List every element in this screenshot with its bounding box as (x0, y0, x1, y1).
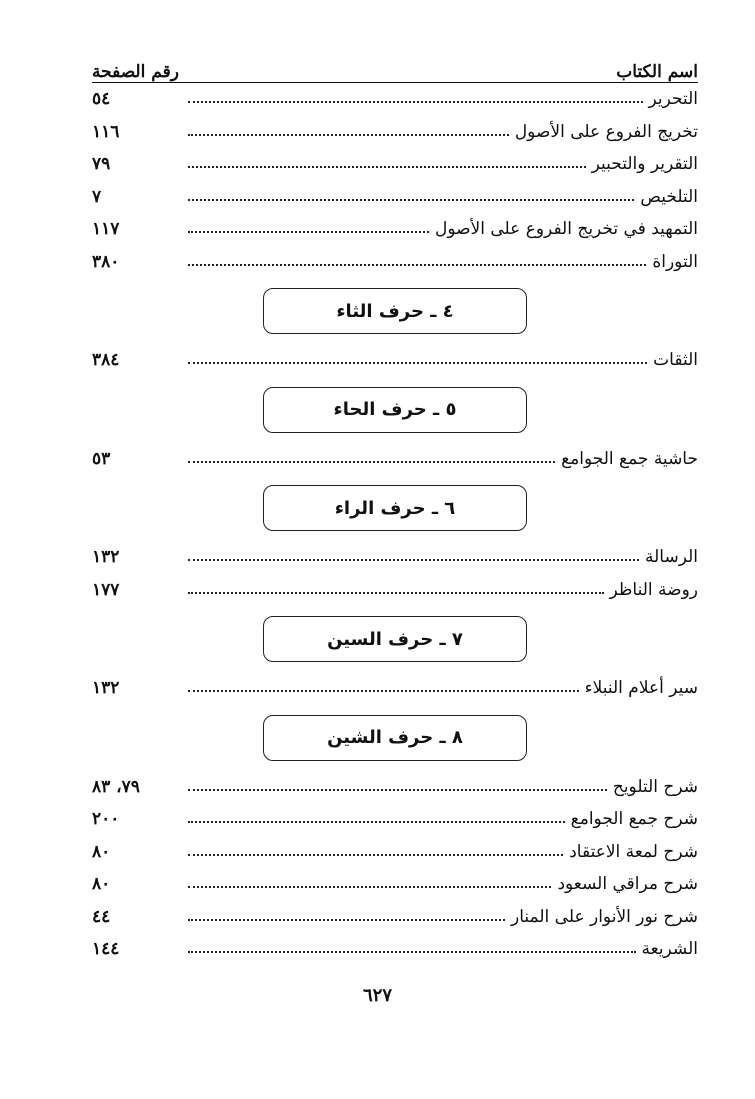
dot-leader (188, 134, 509, 136)
entry-page-number: ٨٠ (92, 874, 111, 895)
index-entry (92, 443, 698, 476)
entry-title: التحرير (648, 89, 698, 110)
dot-leader (188, 919, 505, 921)
page-footer-number: ٦٢٧ (362, 985, 392, 1006)
entry-title: الرسالة (644, 547, 698, 568)
index-entry (92, 541, 698, 574)
entry-title: تخريج الفروع على الأصول (514, 121, 698, 142)
index-entry (92, 344, 698, 377)
dot-leader (188, 951, 636, 953)
index-entry (92, 836, 698, 869)
section-heading: ٥ ـ حرف الحاء (263, 387, 527, 433)
entry-page-number: ١٤٤ (92, 939, 120, 960)
entry-title: شرح لمعة الاعتقاد (569, 841, 698, 862)
dot-leader (188, 559, 639, 561)
dot-leader (188, 231, 429, 233)
index-entry (92, 246, 698, 279)
entry-title: روضة الناظر (609, 579, 698, 600)
entry-page-number: ٨٠ (92, 841, 111, 862)
index-entry (92, 803, 698, 836)
dot-leader (188, 166, 586, 168)
entry-title: التلخيص (640, 186, 698, 207)
entry-page-number: ١١٧ (92, 219, 120, 240)
section-heading-wrap (92, 278, 698, 344)
entry-title: شرح نور الأنوار على المنار (511, 906, 698, 927)
entry-page-number: ٧٩، ٨٣ (92, 776, 140, 797)
dot-leader (188, 362, 647, 364)
entry-title: الثقات (653, 350, 698, 371)
entry-page-number: ٥٣ (92, 448, 111, 469)
index-header (92, 48, 698, 83)
section-heading-wrap (92, 475, 698, 541)
section-heading-wrap (92, 705, 698, 771)
entry-page-number: ٥٤ (92, 89, 111, 110)
dot-leader (188, 690, 579, 692)
index-entry (92, 672, 698, 705)
entry-title: حاشية جمع الجوامع (561, 448, 698, 469)
entry-page-number: ٤٤ (92, 906, 111, 927)
dot-leader (188, 789, 607, 791)
index-entry (92, 181, 698, 214)
section-heading: ٨ ـ حرف الشين (263, 715, 527, 761)
dot-leader (188, 592, 604, 594)
entry-page-number: ١٧٧ (92, 579, 120, 600)
entry-page-number: ٧٩ (92, 154, 111, 175)
index-entry (92, 771, 698, 804)
index-entry (92, 901, 698, 934)
entry-page-number: ٧ (92, 186, 102, 207)
index-entry (92, 868, 698, 901)
section-heading: ٤ ـ حرف الثاء (263, 288, 527, 334)
entry-page-number: ١١٦ (92, 121, 120, 142)
section-heading: ٦ ـ حرف الراء (263, 485, 527, 531)
entry-page-number: ١٣٢ (92, 547, 120, 568)
index-entry (92, 148, 698, 181)
dot-leader (188, 101, 643, 103)
entry-page-number: ٣٨٤ (92, 350, 120, 371)
entry-title: شرح التلويح (612, 776, 698, 797)
entry-title: التوراة (652, 251, 698, 272)
entry-page-number: ١٣٢ (92, 678, 120, 699)
dot-leader (188, 886, 551, 888)
entry-page-number: ٣٨٠ (92, 251, 120, 272)
entry-title: التقرير والتحبير (591, 154, 698, 175)
index-entry (92, 213, 698, 246)
index-entry (92, 116, 698, 149)
entry-title: سير أعلام النبلاء (584, 678, 698, 699)
index-entry (92, 574, 698, 607)
dot-leader (188, 264, 646, 266)
section-heading-wrap (92, 606, 698, 672)
page-number-column-label: رقم الصفحة (92, 62, 179, 82)
entry-page-number: ٢٠٠ (92, 809, 120, 830)
dot-leader (188, 461, 555, 463)
entry-title: الشريعة (641, 939, 698, 960)
entry-title: شرح مراقي السعود (557, 874, 698, 895)
entry-title: التمهيد في تخريج الفروع على الأصول (434, 219, 698, 240)
book-name-column-label: اسم الكتاب (616, 62, 698, 82)
dot-leader (188, 854, 563, 856)
dot-leader (188, 199, 634, 201)
section-heading: ٧ ـ حرف السين (263, 616, 527, 662)
index-list (92, 83, 698, 966)
section-heading-wrap (92, 377, 698, 443)
entry-title: شرح جمع الجوامع (570, 809, 698, 830)
index-page (92, 48, 698, 966)
dot-leader (188, 821, 565, 823)
index-entry (92, 83, 698, 116)
index-entry (92, 933, 698, 966)
